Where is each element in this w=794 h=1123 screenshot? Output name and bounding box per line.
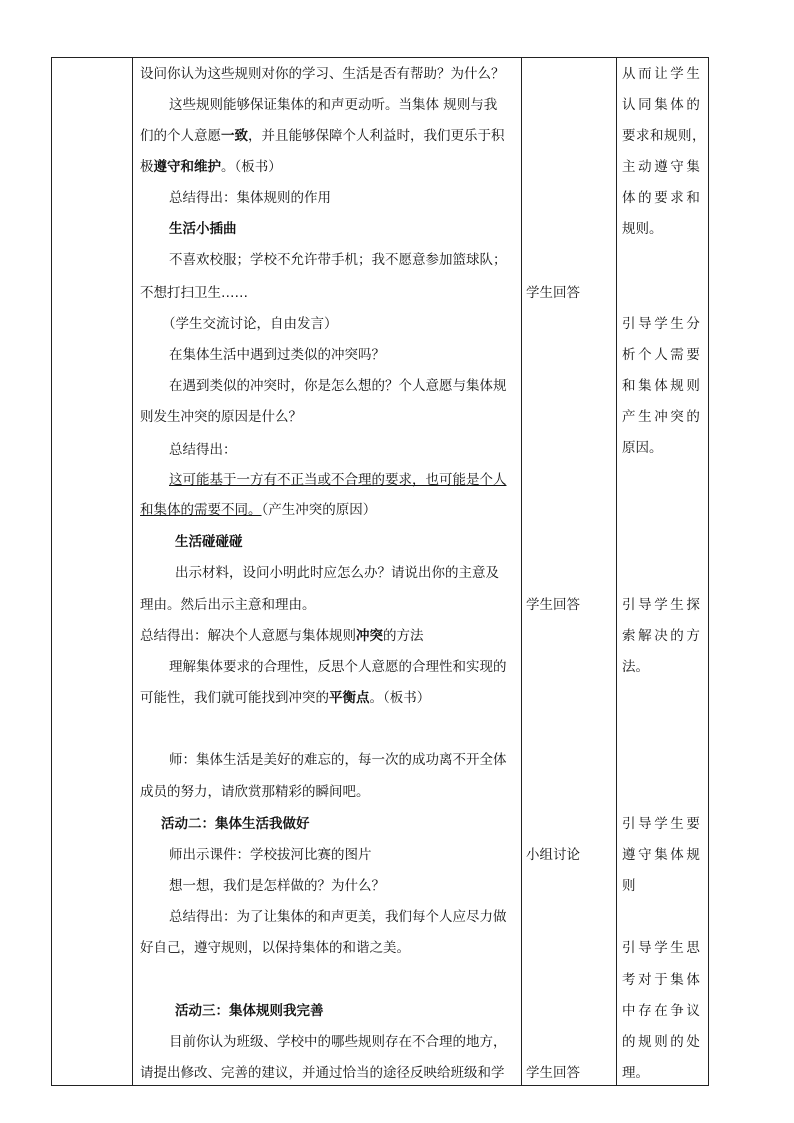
design-intent: 析个人需要 <box>622 347 703 363</box>
content-line: 在遇到类似的冲突时，你是怎么想的？个人意愿与集体规 <box>169 378 507 394</box>
design-intent: 引导学生要 <box>622 816 703 832</box>
student-activity: 学生回答 <box>526 597 580 613</box>
design-intent: 和集体规则 <box>622 378 703 394</box>
content-line: 不想打扫卫生…… <box>140 285 248 301</box>
content-line: 这些规则能够保证集体的和声更动听。当集体 规则与我 <box>169 97 498 113</box>
student-activity: 学生回答 <box>526 1065 580 1081</box>
content-line: 不喜欢校服；学校不允许带手机；我不愿意参加篮球队； <box>169 252 507 268</box>
content-line: 理解集体要求的合理性，反思个人意愿的合理性和实现的 <box>169 659 507 675</box>
design-intent: 主动遵守集 <box>622 159 703 175</box>
design-intent: 从而让学生 <box>622 66 703 82</box>
content-line: 极遵守和维护。（板书） <box>140 159 282 175</box>
content-line: 在集体生活中遇到过类似的冲突吗？ <box>169 347 385 363</box>
design-intent: 引导学生探 <box>622 597 703 613</box>
column-divider <box>616 58 617 1085</box>
content-line: 总结得出： <box>169 442 237 458</box>
column-divider <box>132 58 133 1085</box>
design-intent: 理。 <box>622 1065 649 1081</box>
lesson-plan-table <box>51 57 709 1086</box>
content-line: 总结得出：为了让集体的和声更美，我们每个人应尽力做 <box>169 909 507 925</box>
content-line: 师：集体生活是美好的难忘的，每一次的成功离不开全体 <box>169 752 507 768</box>
design-intent: 原因。 <box>622 440 663 456</box>
content-line: 想一想，我们是怎样做的？为什么？ <box>169 878 385 894</box>
design-intent: 的规则的处 <box>622 1034 703 1050</box>
design-intent: 遵守集体规 <box>622 847 703 863</box>
section-heading: 活动三：集体规则我完善 <box>175 1003 324 1019</box>
section-heading: 活动二：集体生活我做好 <box>161 816 310 832</box>
design-intent: 认同集体的 <box>622 97 703 113</box>
student-activity: 学生回答 <box>526 285 580 301</box>
content-line: 这可能基于一方有不正当或不合理的要求，也可能是个人 <box>169 472 507 488</box>
content-line: 设问你认为这些规则对你的学习、生活是否有帮助？为什么？ <box>140 66 505 82</box>
design-intent: 索解决的方 <box>622 628 703 644</box>
content-line: 请提出修改、完善的建议，并通过恰当的途径反映给班级和学 <box>140 1065 505 1081</box>
content-line: 目前你认为班级、学校中的哪些规则存在不合理的地方， <box>169 1034 507 1050</box>
content-line: 可能性，我们就可能找到冲突的平衡点。（板书） <box>140 690 431 706</box>
content-line: 成员的努力，请欣赏那精彩的瞬间吧。 <box>140 784 370 800</box>
design-intent: 则 <box>622 878 639 894</box>
content-line: 总结得出：集体规则的作用 <box>169 190 331 206</box>
content-line: 总结得出：解决个人意愿与集体规则冲突的方法 <box>140 628 424 644</box>
content-line: 好自己，遵守规则，以保持集体的和谐之美。 <box>140 940 410 956</box>
content-line: 师出示课件：学校拔河比赛的图片 <box>169 847 372 863</box>
content-line: 和集体的需要不同。（产生冲突的原因） <box>140 502 377 518</box>
design-intent: 中存在争议 <box>622 1003 703 1019</box>
design-intent: 法。 <box>622 659 649 675</box>
design-intent: 规则。 <box>622 221 663 237</box>
content-line: 们的个人意愿一致，并且能够保障个人利益时，我们更乐于积 <box>140 128 505 144</box>
content-line: （学生交流讨论，自由发言） <box>162 316 338 332</box>
design-intent: 引导学生分 <box>622 316 703 332</box>
section-heading: 生活碰碰碰 <box>175 534 243 550</box>
design-intent: 引导学生思 <box>622 940 703 956</box>
column-divider <box>521 58 522 1085</box>
design-intent: 考对于集体 <box>622 972 703 988</box>
content-line: 理由。然后出示主意和理由。 <box>140 597 316 613</box>
design-intent: 体的要求和 <box>622 190 703 206</box>
design-intent: 要求和规则， <box>622 128 706 144</box>
design-intent: 产生冲突的 <box>622 409 703 425</box>
section-heading: 生活小插曲 <box>169 221 237 237</box>
content-line: 出示材料，设问小明此时应怎么办？请说出你的主意及 <box>175 565 499 581</box>
student-activity: 小组讨论 <box>526 847 580 863</box>
content-line: 则发生冲突的原因是什么？ <box>140 409 302 425</box>
